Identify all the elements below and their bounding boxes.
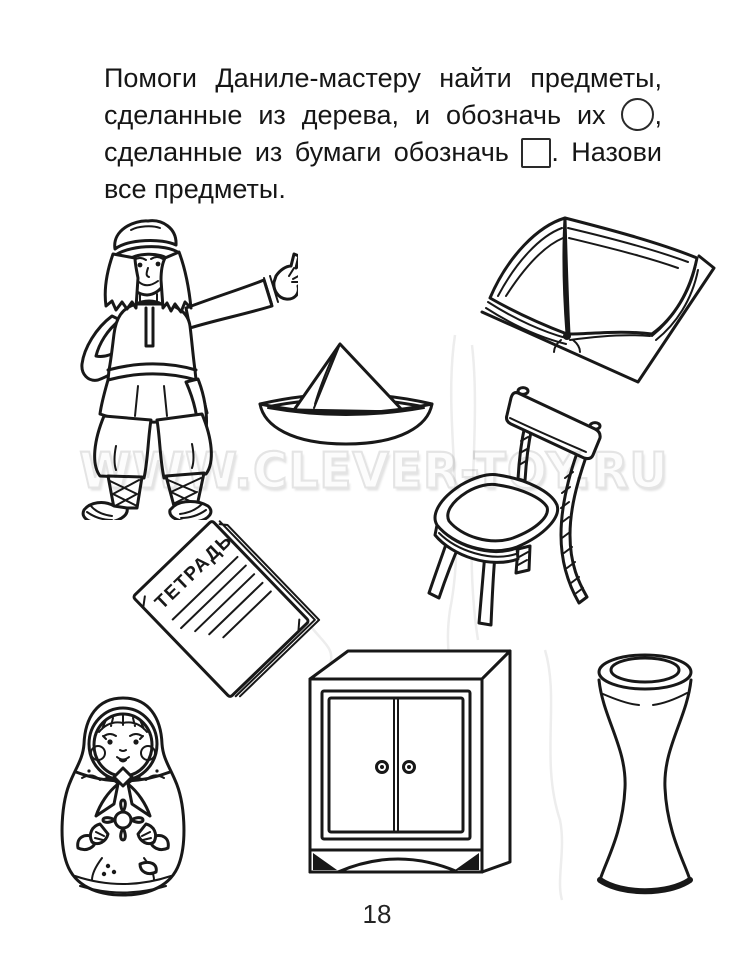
wooden-cabinet-illustration bbox=[303, 643, 513, 879]
wooden-cabinet-figure bbox=[310, 651, 510, 872]
wooden-chair-illustration bbox=[405, 383, 610, 640]
notebook-cover-label: ТЕТРАДЬ bbox=[151, 529, 237, 614]
instruction-line-3-tail: . Назови bbox=[551, 137, 662, 167]
watermark: WWW.CLEVER-TOY.RU bbox=[79, 442, 669, 501]
open-book-illustration bbox=[466, 214, 718, 386]
matryoshka-figure bbox=[62, 698, 184, 895]
instruction-line-2-text: сделанные из дерева, и обозначь их bbox=[104, 100, 606, 130]
instruction-line-2-tail: , bbox=[654, 100, 662, 130]
wooden-vase-illustration bbox=[586, 648, 704, 898]
page-number: 18 bbox=[362, 899, 392, 929]
notebook-illustration bbox=[118, 516, 328, 706]
instruction-line-1-text: Помоги Даниле-мастеру найти предметы, bbox=[104, 63, 662, 93]
open-book-figure bbox=[482, 218, 714, 382]
matryoshka-illustration bbox=[56, 692, 190, 904]
instruction-line-4-text: все предметы. bbox=[104, 174, 286, 204]
wooden-vase-figure bbox=[599, 655, 691, 891]
wooden-chair-figure bbox=[429, 388, 600, 625]
instruction-line-3-text: сделанные из бумаги обозначь bbox=[104, 137, 509, 167]
notebook-figure bbox=[133, 516, 319, 702]
